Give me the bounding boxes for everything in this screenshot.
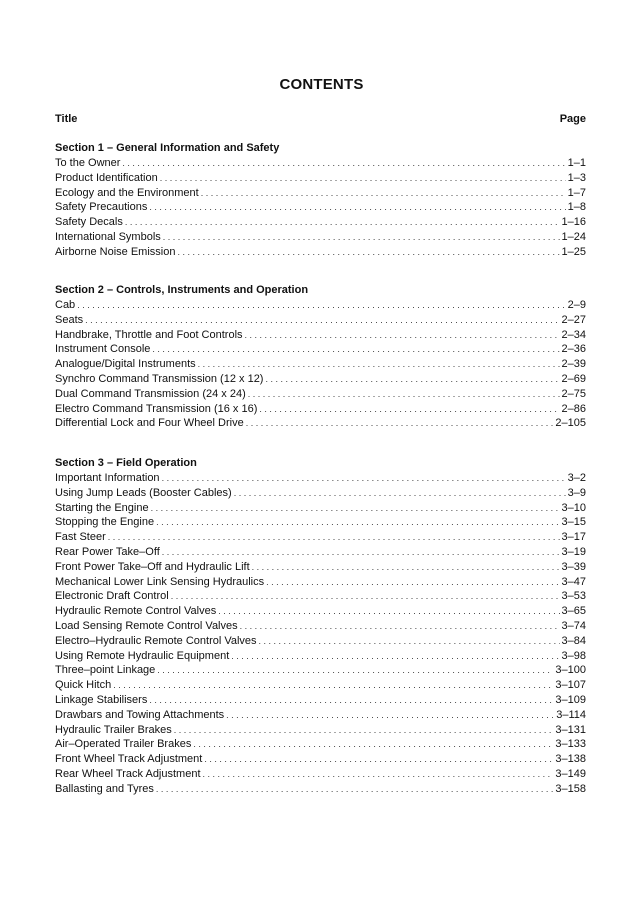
title-column-label: Title: [55, 113, 78, 125]
toc-entry-title: Stopping the Engine: [55, 516, 155, 529]
toc-entry[interactable]: [55, 663, 586, 678]
toc-entry-title: Load Sensing Remote Control Valves: [55, 619, 238, 632]
toc-entry-title: Front Power Take–Off and Hydraulic Lift: [55, 560, 250, 573]
toc-entry[interactable]: [55, 298, 586, 313]
toc-entry-page: 2–105: [555, 417, 586, 430]
toc-entry[interactable]: [55, 767, 586, 782]
toc-entry-title: Linkage Stabilisers: [55, 693, 148, 706]
toc-entry-page: 3–131: [555, 723, 586, 736]
toc-entry[interactable]: [55, 723, 586, 738]
toc-entry[interactable]: [55, 752, 586, 767]
toc-entry[interactable]: [55, 416, 586, 431]
dot-leader: [204, 752, 553, 767]
toc-entry-title: Rear Power Take–Off: [55, 545, 160, 558]
toc-entry-title: Hydraulic Remote Control Valves: [55, 605, 217, 618]
dot-leader: [149, 200, 565, 215]
toc-entry-page: 3–84: [561, 634, 586, 647]
toc-entry[interactable]: [55, 530, 586, 545]
toc-entry[interactable]: [55, 693, 586, 708]
toc-entry-title: Product Identification: [55, 171, 158, 184]
dot-leader: [162, 471, 566, 486]
toc-entry-title: Cab: [55, 299, 76, 311]
toc-entry[interactable]: [55, 156, 586, 171]
dot-leader: [193, 737, 553, 752]
section-heading: Section 1 – General Information and Safety: [55, 142, 280, 154]
toc-entry[interactable]: [55, 560, 586, 575]
toc-entry-title: Rear Wheel Track Adjustment: [55, 767, 201, 780]
dot-leader: [259, 402, 559, 417]
toc-entry-page: 1–24: [561, 230, 586, 243]
toc-entry-title: Quick Hitch: [55, 679, 112, 692]
dot-leader: [122, 156, 565, 171]
toc-entry-title: Front Wheel Track Adjustment: [55, 753, 203, 766]
dot-leader: [198, 357, 560, 372]
toc-entry-page: 1–25: [561, 245, 586, 258]
toc-entry-title: Ballasting and Tyres: [55, 782, 154, 795]
toc-entry[interactable]: [55, 501, 586, 516]
toc-entry-page: 3–17: [561, 531, 586, 544]
toc-entry-page: 3–10: [561, 501, 586, 514]
toc-entry-title: Airborne Noise Emission: [55, 245, 176, 258]
toc-entry[interactable]: [55, 589, 586, 604]
toc-entry-title: Using Jump Leads (Booster Cables): [55, 486, 232, 499]
toc-entry-title: Ecology and the Environment: [55, 186, 199, 199]
toc-entry-page: 1–8: [567, 201, 586, 214]
toc-entry-page: 3–15: [561, 516, 586, 529]
toc-entry-page: 2–39: [561, 358, 586, 371]
page-column-label: Page: [559, 113, 586, 125]
toc-entry-page: 1–1: [567, 157, 586, 169]
dot-leader: [171, 589, 560, 604]
dot-leader: [85, 313, 559, 328]
toc-entry-title: Fast Steer: [55, 531, 106, 544]
toc-entry-page: 3–53: [561, 590, 586, 603]
toc-entry-page: 2–69: [561, 372, 586, 385]
toc-entry-title: Dual Command Transmission (24 x 24): [55, 387, 246, 400]
toc-entry-title: Hydraulic Trailer Brakes: [55, 723, 172, 736]
dot-leader: [152, 342, 559, 357]
toc-entry[interactable]: [55, 186, 586, 201]
toc-entry-title: Analogue/Digital Instruments: [55, 358, 196, 371]
toc-entry-title: International Symbols: [55, 230, 161, 243]
toc-entry[interactable]: [55, 545, 586, 560]
toc-header: [55, 113, 586, 125]
toc-entry[interactable]: [55, 342, 586, 357]
toc-entry-page: 3–47: [561, 575, 586, 588]
dot-leader: [156, 515, 559, 530]
toc-entry[interactable]: [55, 402, 586, 417]
dot-leader: [248, 387, 560, 402]
dot-leader: [246, 416, 554, 431]
toc-entry-title: Using Remote Hydraulic Equipment: [55, 649, 230, 662]
dot-leader: [218, 604, 559, 619]
toc-entry-title: Electro–Hydraulic Remote Control Valves: [55, 634, 257, 647]
dot-leader: [174, 723, 554, 738]
dot-leader: [201, 186, 566, 201]
toc-entry[interactable]: [55, 387, 586, 402]
toc-entry-page: 3–109: [555, 693, 586, 706]
dot-leader: [252, 560, 560, 575]
toc-entry[interactable]: [55, 649, 586, 664]
dot-leader: [157, 663, 553, 678]
toc-entry[interactable]: [55, 200, 586, 215]
dot-leader: [240, 619, 560, 634]
toc-entry-title: Instrument Console: [55, 343, 151, 356]
toc-entry-page: 1–7: [567, 186, 586, 199]
toc-entry[interactable]: [55, 708, 586, 723]
dot-leader: [108, 530, 560, 545]
toc-entry[interactable]: [55, 328, 586, 343]
toc-entry-title: Starting the Engine: [55, 501, 149, 514]
page-title: CONTENTS: [279, 76, 364, 93]
toc-entry[interactable]: [55, 215, 586, 230]
toc-entry[interactable]: [55, 471, 586, 486]
toc-entry[interactable]: [55, 634, 586, 649]
toc-entry-title: Handbrake, Throttle and Foot Controls: [55, 328, 243, 341]
dot-leader: [77, 298, 565, 313]
toc-entry[interactable]: [55, 171, 586, 186]
toc-entry[interactable]: [55, 737, 586, 752]
toc-entry-title: To the Owner: [55, 157, 121, 169]
toc-entry-page: 2–36: [561, 343, 586, 356]
toc-entry[interactable]: [55, 313, 586, 328]
toc-entry[interactable]: [55, 604, 586, 619]
toc-entry-title: Mechanical Lower Link Sensing Hydraulics: [55, 575, 265, 588]
toc-entry-page: 3–74: [561, 619, 586, 632]
toc-entry-page: 2–34: [561, 328, 586, 341]
toc-entry-title: Drawbars and Towing Attachments: [55, 708, 225, 721]
toc-entry-page: 3–98: [561, 649, 586, 662]
toc-entry-page: 3–19: [561, 545, 586, 558]
dot-leader: [265, 372, 559, 387]
dot-leader: [245, 328, 560, 343]
toc-entry[interactable]: [55, 575, 586, 590]
dot-leader: [163, 230, 560, 245]
toc-entry-title: Safety Precautions: [55, 201, 148, 214]
toc-entry-title: Differential Lock and Four Wheel Drive: [55, 417, 244, 430]
dot-leader: [125, 215, 560, 230]
dot-leader: [151, 501, 560, 516]
toc-entry[interactable]: [55, 245, 586, 260]
toc-entry-page: 3–9: [567, 486, 586, 499]
toc-entry[interactable]: [55, 619, 586, 634]
toc-entry-page: 3–158: [555, 782, 586, 795]
toc-entry-page: 3–65: [561, 605, 586, 618]
toc-entry-page: 2–27: [561, 313, 586, 326]
toc-entry-page: 3–39: [561, 560, 586, 573]
toc-entry-page: 1–3: [567, 171, 586, 184]
toc-entry[interactable]: [55, 486, 586, 501]
section-heading: Section 3 – Field Operation: [55, 457, 197, 469]
section-field-operation: [55, 456, 586, 797]
dot-leader: [231, 649, 559, 664]
toc-entry-page: 3–2: [567, 472, 586, 484]
dot-leader: [156, 782, 554, 797]
toc-entry-title: Air–Operated Trailer Brakes: [55, 738, 192, 751]
dot-leader: [113, 678, 553, 693]
dot-leader: [259, 634, 560, 649]
toc-entry-page: 2–9: [567, 299, 586, 311]
section-heading: Section 2 – Controls, Instruments and Operation: [55, 284, 309, 296]
toc-entry-title: Three–point Linkage: [55, 664, 156, 677]
toc-entry-page: 3–138: [555, 753, 586, 766]
toc-entry-page: 3–100: [555, 664, 586, 677]
dot-leader: [162, 545, 560, 560]
dot-leader: [226, 708, 554, 723]
section-general-information: [55, 141, 586, 260]
dot-leader: [203, 767, 554, 782]
toc-entry-title: Synchro Command Transmission (12 x 12): [55, 372, 264, 385]
toc-entry-page: 3–133: [555, 738, 586, 751]
toc-entry-page: 2–86: [561, 402, 586, 415]
toc-entry-page: 3–149: [555, 767, 586, 780]
toc-entry-page: 3–114: [556, 708, 586, 721]
toc-entry-title: Seats: [55, 313, 84, 326]
dot-leader: [234, 486, 566, 501]
section-controls-instruments: [55, 283, 586, 431]
toc-entry[interactable]: [55, 357, 586, 372]
toc-entry[interactable]: [55, 372, 586, 387]
dot-leader: [177, 245, 559, 260]
toc-entry[interactable]: [55, 515, 586, 530]
toc-entry[interactable]: [55, 678, 586, 693]
toc-entry[interactable]: [55, 782, 586, 797]
toc-entry-page: 2–75: [561, 387, 586, 400]
toc-entry-title: Electronic Draft Control: [55, 590, 169, 603]
dot-leader: [160, 171, 566, 186]
dot-leader: [266, 575, 559, 590]
dot-leader: [149, 693, 553, 708]
toc-entry-title: Electro Command Transmission (16 x 16): [55, 402, 258, 415]
toc-entry[interactable]: [55, 230, 586, 245]
toc-entry-title: Important Information: [55, 472, 160, 484]
toc-entry-page: 1–16: [561, 216, 586, 229]
toc-entry-title: Safety Decals: [55, 216, 123, 229]
toc-entry-page: 3–107: [555, 679, 586, 692]
